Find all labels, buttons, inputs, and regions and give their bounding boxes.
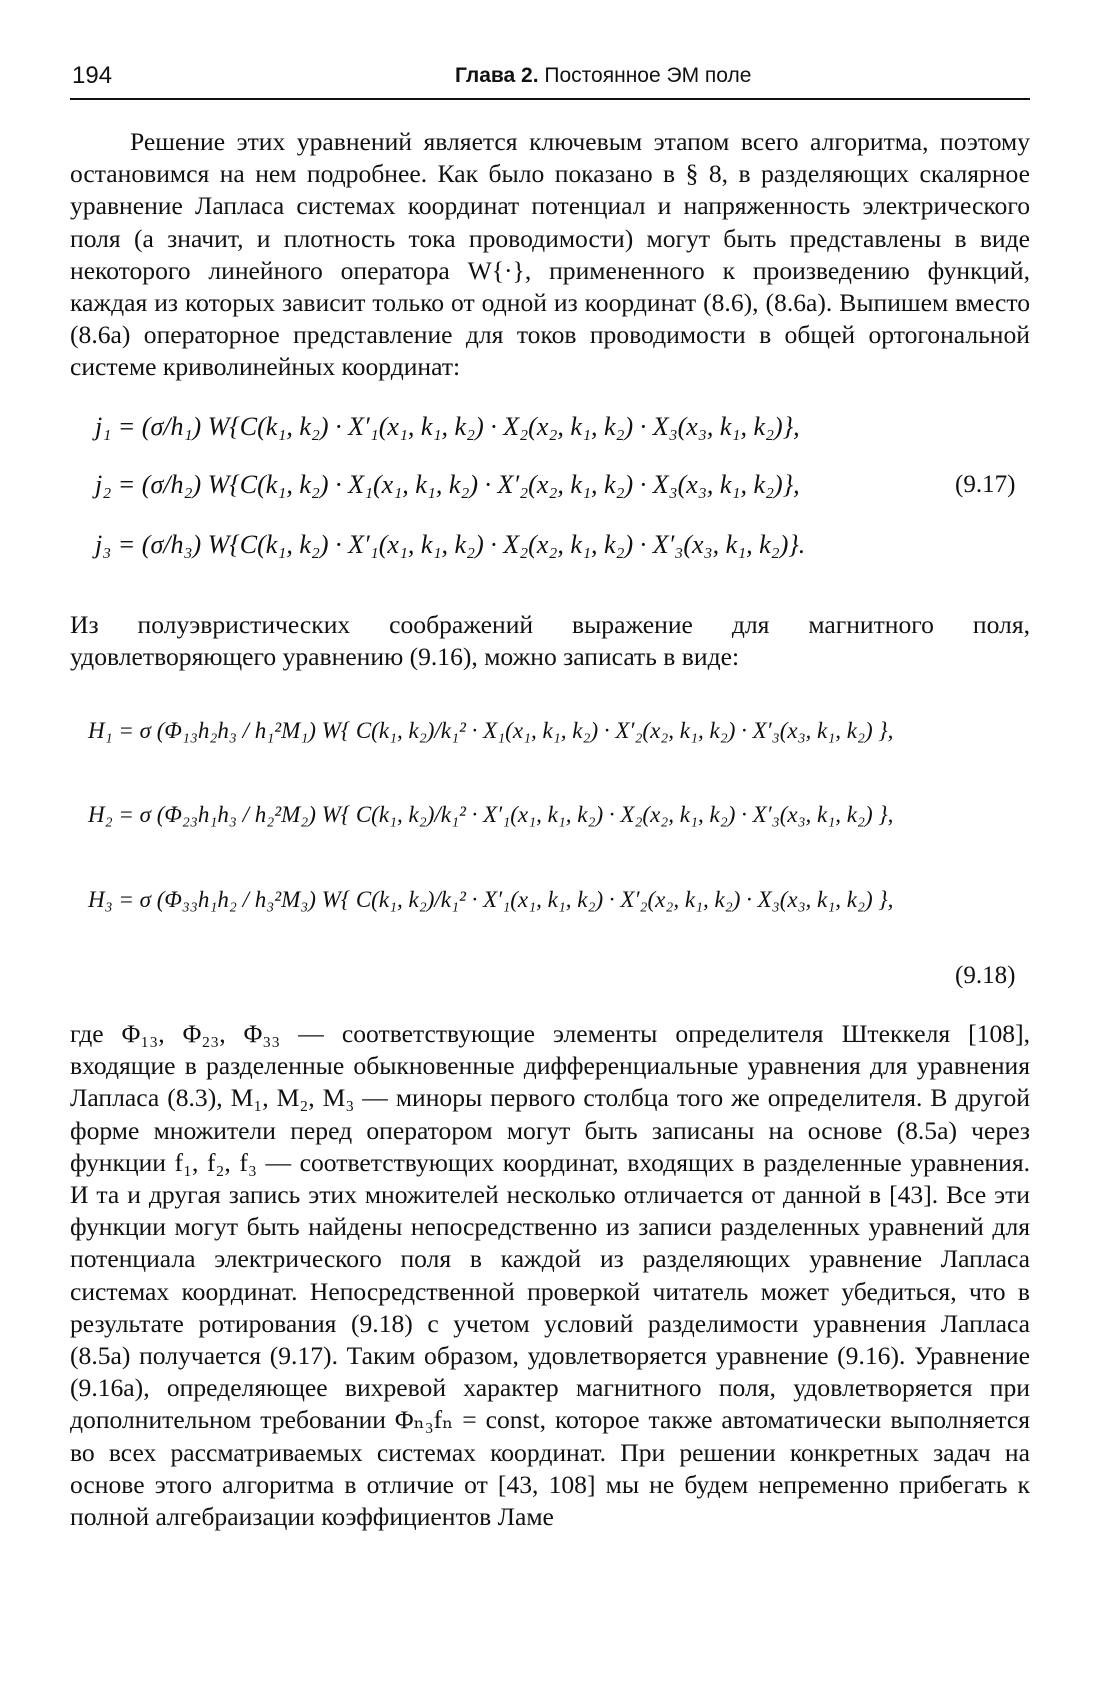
equation-9-17-line-1: j₁ = (σ/h₁) W{C(k₁, k₂) · X′₁(x₁, k₁, k₂) · X₂(x₂, k₁, k₂) · X₃(x₃, k₁, k₂)}, <box>95 412 800 441</box>
paragraph-discussion: где Φ₁₃, Φ₂₃, Φ₃₃ — соответствующие элементы определителя Штеккеля [108], входящие в разделенные обыкновенные дифференциальные уравнения для уравнения Лапласа (8.3), M₁, M₂, M₃ — миноры первого столбца того же определителя. В другой форме множители перед оператором могут быть записаны на основе (8.5a) через функции f₁, f₂, f₃ — соответствующих координат, входящих в разделенные уравнения. И та и другая запись этих множителей несколько отличается от данной в [43]. Все эти функции могут быть найдены непосредственно из записи разделенных уравнений для потенциала электрического поля в каждой из разделяющих уравнение Лапласа системах координат. Непосредственной проверкой читатель может убедиться, что в результате ротирования (9.18) с учетом условий разделимости уравнения Лапласа (8.5a) получается (9.17). Таким образом, удовлетворяется уравнение (9.16). Уравнение (9.16a), определяющее вихревой характер магнитного поля, удовлетворяется при дополнительном требовании Φₙ₃fₙ = const, которое также автоматически выполняется во всех рассматриваемых системах координат. При решении конкретных задач на основе этого алгоритма в отличие от [43, 108] мы не будем непременно прибегать к полной алгебраизации коэффициентов Ламе <box>70 1019 1030 1532</box>
running-header <box>70 58 1030 100</box>
equation-number-9-17: (9.17) <box>955 471 1016 498</box>
equation-9-18-line-1: H₁ = σ (Φ₁₃h₂h₃ / h₁²M₁) W{ C(k₁, k₂)/k₁² · X₁(x₁, k₁, k₂) · X′₂(x₂, k₁, k₂) · X′₃(x₃, k₁, k₂) }, <box>88 718 894 743</box>
paragraph-magnetic-field: Из полуэвристических соображений выражение для магнитного поля, удовлетворяющего уравнению (9.16), можно записать в виде: <box>70 610 1030 672</box>
equation-number-9-18: (9.18) <box>955 962 1016 989</box>
chapter-label: Глава 2. <box>455 64 539 87</box>
running-title <box>455 64 751 88</box>
equation-9-17-line-2: j₂ = (σ/h₂) W{C(k₁, k₂) · X₁(x₁, k₁, k₂) · X′₂(x₂, k₁, k₂) · X₃(x₃, k₁, k₂)}, <box>95 470 800 499</box>
equation-9-17-line-3: j₃ = (σ/h₃) W{C(k₁, k₂) · X′₁(x₁, k₁, k₂) · X₂(x₂, k₁, k₂) · X′₃(x₃, k₁, k₂)}. <box>95 530 806 559</box>
chapter-title: Постоянное ЭМ поле <box>544 64 752 87</box>
page-number: 194 <box>72 62 113 89</box>
equation-9-18-line-2: H₂ = σ (Φ₂₃h₁h₃ / h₂²M₂) W{ C(k₁, k₂)/k₁² · X′₁(x₁, k₁, k₂) · X₂(x₂, k₁, k₂) · X′₃(x₃, k₁, k₂) }, <box>88 802 894 827</box>
equation-9-18-line-3: H₃ = σ (Φ₃₃h₁h₂ / h₃²M₃) W{ C(k₁, k₂)/k₁² · X′₁(x₁, k₁, k₂) · X′₂(x₂, k₁, k₂) · X₃(x₃, k₁, k₂) }, <box>88 887 894 912</box>
paragraph-intro: Решение этих уравнений является ключевым этапом всего алгоритма, поэтому остановимся на нем подробнее. Как было показано в § 8, в разделяющих скалярное уравнение Лапласа системах координат потенциал и напряженность электрического поля (а значит, и плотность тока проводимости) могут быть представлены в виде некоторого линейного оператора W{·}, примененного к произведению функций, каждая из которых зависит только от одной из координат (8.6), (8.6a). Выпишем вместо (8.6a) операторное представление для токов проводимости в общей ортогональной системе криволинейных координат: <box>70 127 1030 382</box>
